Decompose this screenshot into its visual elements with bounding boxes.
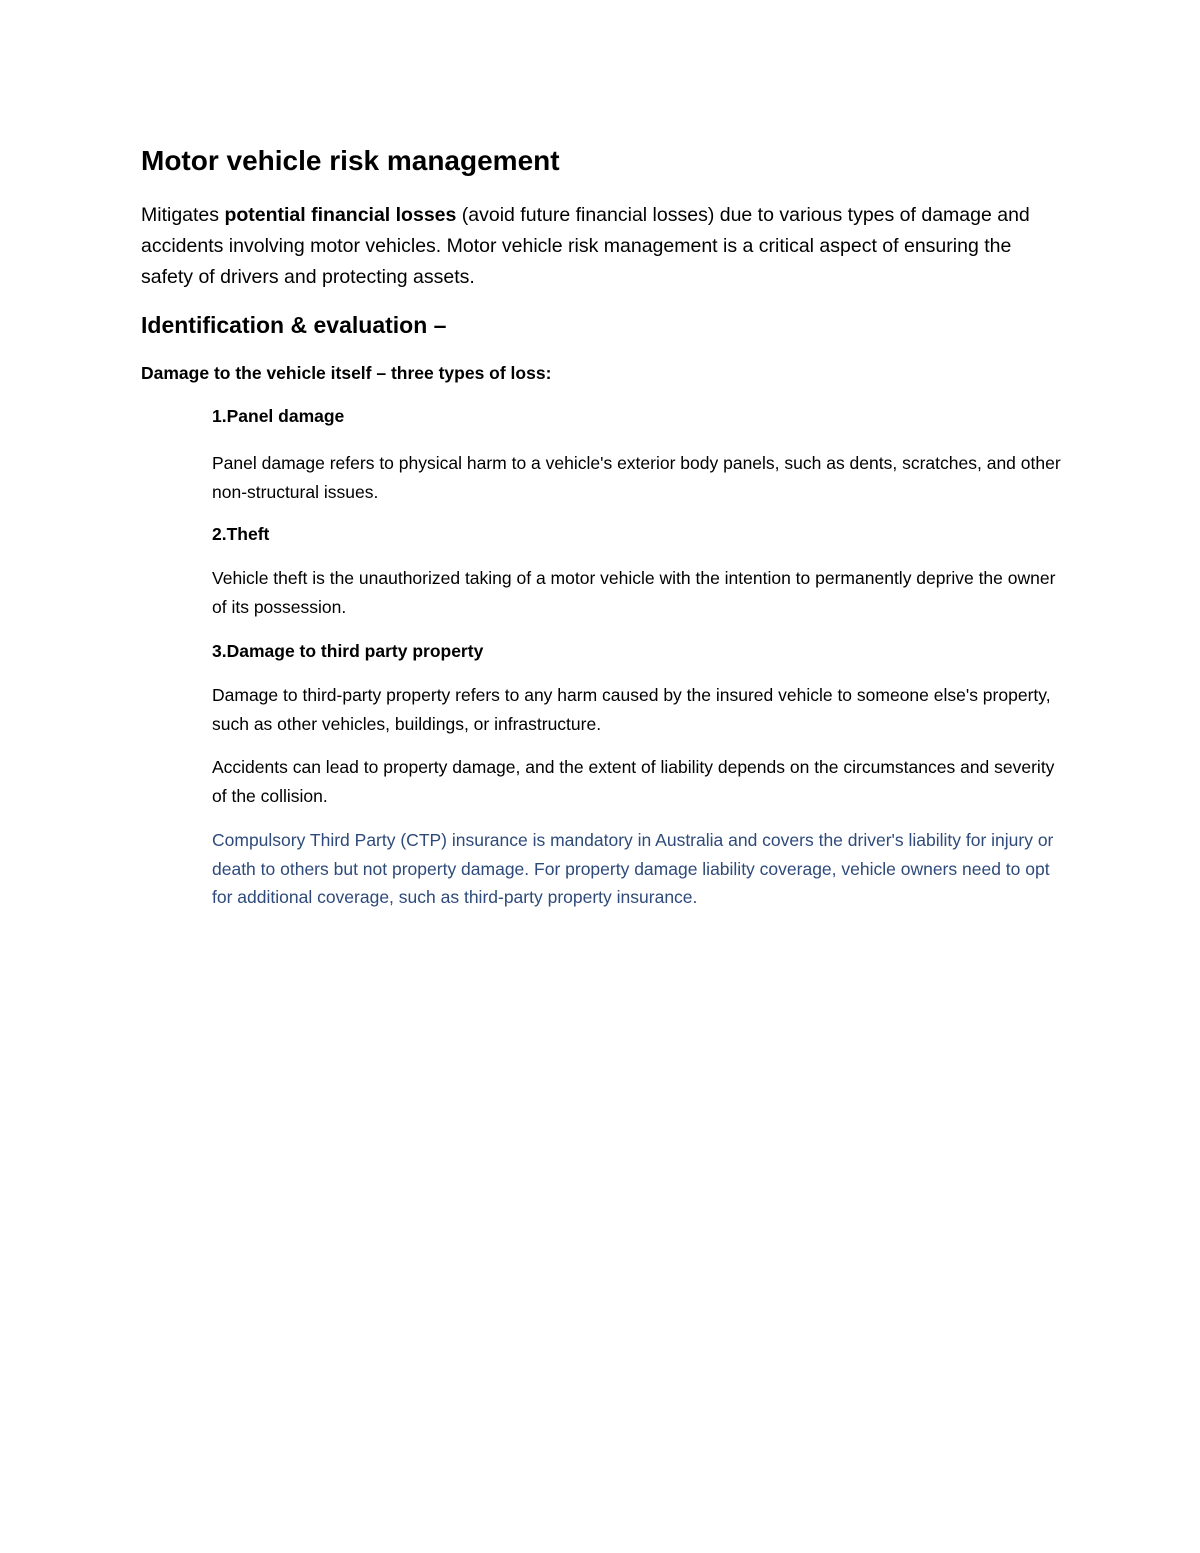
- third-party-property-description: Damage to third-party property refers to any harm caused by the insured vehicle to someone else's property, such as other vehicles, buildings, or infrastructure.: [212, 685, 1051, 734]
- intro-prefix: Mitigates: [141, 204, 225, 226]
- intro-paragraph: [141, 200, 1041, 293]
- intro-suffix: (avoid future financial losses) due to various types of damage and accidents involving motor vehicles. Motor vehicle risk management is a critical aspect of ensuring the safety of drivers and protecting assets.: [141, 204, 1030, 288]
- panel-damage-description: Panel damage refers to physical harm to a vehicle's exterior body panels, such as dents, scratches, and other non-structural issues.: [212, 453, 1061, 502]
- item-title-third-party-property: 3.Damage to third party property: [212, 641, 484, 661]
- intro-emphasis: potential financial losses: [224, 204, 457, 226]
- theft-description: Vehicle theft is the unauthorized taking of a motor vehicle with the intention to permanently deprive the owner of its possession.: [212, 568, 1056, 617]
- item-title-panel-damage: 1.Panel damage: [212, 406, 345, 426]
- section-heading: Identification & evaluation –: [141, 312, 447, 338]
- document-title: Motor vehicle risk management: [141, 145, 560, 176]
- loss-types-heading: Damage to the vehicle itself – three types of loss:: [141, 363, 552, 383]
- ctp-insurance-note: Compulsory Third Party (CTP) insurance is mandatory in Australia and covers the driver's liability for injury or death to others but not property damage. For property damage liability coverage, vehicle owners need to opt for additional coverage, such as third-party property insurance.: [212, 830, 1054, 907]
- accidents-liability-paragraph: Accidents can lead to property damage, and the extent of liability depends on the circumstances and severity of the collision.: [212, 757, 1055, 806]
- item-title-theft: 2.Theft: [212, 524, 270, 544]
